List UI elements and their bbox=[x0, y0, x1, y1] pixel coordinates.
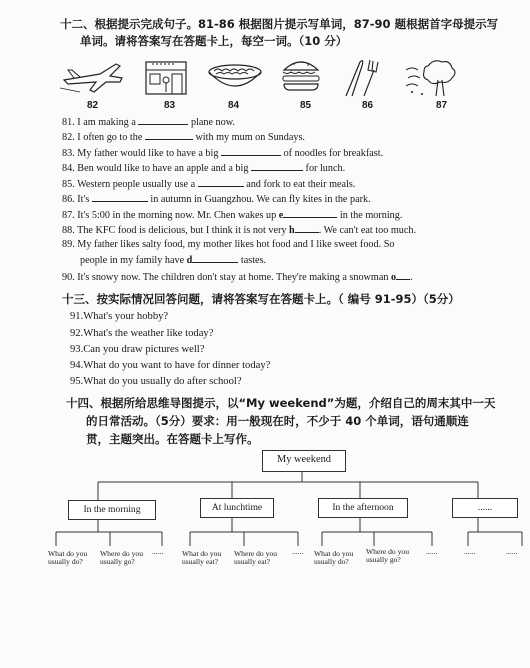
question-88: 88. The KFC food is delicious, but I think it is not very h . We can't eat too much. bbox=[62, 225, 417, 236]
question-86: 86. It's in autumn in Guangzhou. We can fly kites in the park. bbox=[62, 194, 371, 205]
picture-number-87: 87 bbox=[436, 100, 448, 111]
question-89-line2: people in my family have d tastes. bbox=[80, 255, 267, 266]
mindmap-leaf: Where do you usually go? bbox=[366, 547, 410, 565]
question-90: 90. It's snowy now. The children don't stay at home. They're making a snowman o . bbox=[62, 272, 413, 283]
mindmap-leaf: ...... bbox=[426, 547, 438, 556]
question-89-line1: 89. My father likes salty food, my mother likes hot food and I like sweet food. So bbox=[62, 239, 395, 250]
picture-number-83: 83 bbox=[164, 100, 176, 111]
picture-number-86: 86 bbox=[362, 100, 374, 111]
question-95: 95.What do you usually do after school? bbox=[70, 376, 242, 387]
picture-number-82: 82 bbox=[87, 100, 99, 111]
mindmap-branch-morning: In the morning bbox=[68, 500, 156, 520]
mindmap-leaf: ...... bbox=[506, 547, 518, 556]
mindmap-root: My weekend bbox=[262, 450, 346, 472]
mindmap-leaf: ...... bbox=[292, 547, 304, 556]
section14-title-line1: 十四、根据所给思维导图提示，以“My weekend”为题，介绍自己的周末其中一天 bbox=[66, 396, 496, 410]
mindmap-branch-afternoon: In the afternoon bbox=[318, 498, 408, 518]
section12-title-line1: 十二、根据提示完成句子。81-86 根据图片提示写单词，87-90 题根据首字母提示写 bbox=[60, 17, 499, 31]
question-81: 81. I am making a plane now. bbox=[62, 117, 235, 128]
section14-title-line2: 的日常活动。（5分）要求：用一般现在时，不少于 40 个单词，语句通顺连 bbox=[86, 414, 469, 428]
mindmap-leaf: What do you usually do? bbox=[314, 549, 354, 567]
question-93: 93.Can you draw pictures well? bbox=[70, 344, 205, 355]
question-92: 92.What's the weather like today? bbox=[70, 328, 214, 339]
mindmap-leaf: What do you usually do? bbox=[48, 549, 88, 567]
mindmap-leaf: What do you usually eat? bbox=[182, 549, 222, 567]
mindmap-branch-lunchtime: At lunchtime bbox=[200, 498, 274, 518]
question-83: 83. My father would like to have a big of noodles for breakfast. bbox=[62, 148, 384, 159]
mindmap-leaf: Where do you usually eat? bbox=[234, 549, 278, 567]
section13-title: 十三、按实际情况回答问题，请将答案写在答题卡上。（ 编号 91-95）（5分） bbox=[62, 292, 460, 306]
mindmap-branch-more: ...... bbox=[452, 498, 518, 518]
question-82: 82. I often go to the with my mum on Sundays. bbox=[62, 132, 305, 143]
section12-title-line2: 单词。请将答案写在答题卡上，每空一词。（10 分） bbox=[80, 34, 348, 48]
mindmap-leaf: ...... bbox=[152, 547, 164, 556]
section14-title-line3: 贯，主题突出。在答题卡上写作。 bbox=[86, 432, 259, 446]
mindmap-leaf: ...... bbox=[464, 547, 476, 556]
picture-number-84: 84 bbox=[228, 100, 240, 111]
question-87: 87. It's 5:00 in the morning now. Mr. Chen wakes up e in the morning. bbox=[62, 210, 403, 221]
question-91: 91.What's your hobby? bbox=[70, 311, 169, 322]
mindmap-leaf: Where do you usually go? bbox=[100, 549, 144, 567]
question-94: 94.What do you want to have for dinner today? bbox=[70, 360, 271, 371]
picture-number-85: 85 bbox=[300, 100, 312, 111]
question-85: 85. Western people usually use a and fork to eat their meals. bbox=[62, 179, 356, 190]
question-84: 84. Ben would like to have an apple and a big for lunch. bbox=[62, 163, 346, 174]
